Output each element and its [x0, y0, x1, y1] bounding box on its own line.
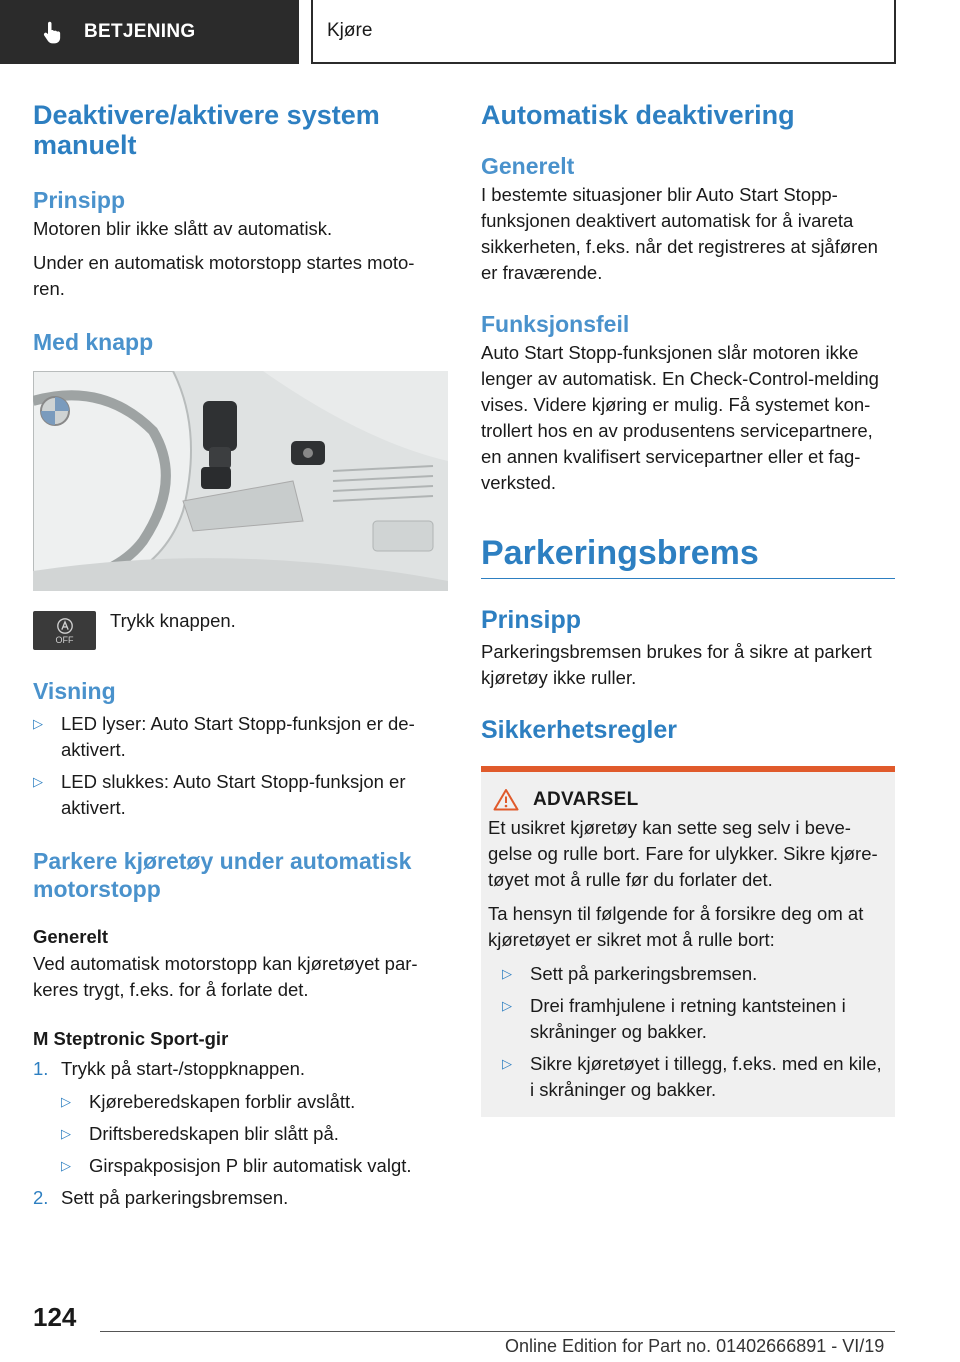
step1-sublist [61, 1089, 448, 1179]
auto-a-icon [56, 617, 74, 635]
list-item: ▷ Sikre kjøretøyet i tillegg, f.eks. med en kile, i skråninger og bakker. [502, 1051, 888, 1103]
bullet-triangle-icon: ▷ [61, 1094, 71, 1109]
heading-visning: Visning [33, 678, 116, 704]
heading-med-knapp: Med knapp [33, 329, 154, 355]
section-label: BETJENING [84, 21, 196, 42]
step-item: 1. Trykk på start-/stoppknappen. [33, 1056, 448, 1082]
warning-label: ADVARSEL [533, 788, 639, 810]
list-item: ▷ Girspakposisjon P blir automatisk valgt. [61, 1153, 448, 1179]
step-item: 2. Sett på parkeringsbremsen. [33, 1185, 448, 1211]
warning-box [481, 766, 895, 1117]
prinsipp-text-1: Motoren blir ikke slått av automatisk. [33, 218, 333, 239]
warning-text-2: Ta hensyn til følgende for å forsikre deg om at kjøretøyet er sikret mot å rulle bort: [488, 903, 864, 950]
off-label: OFF [55, 634, 74, 645]
warning-triangle-icon [493, 788, 519, 811]
chapter-box [311, 0, 896, 64]
left-column [33, 100, 448, 1211]
step-number: 2. [33, 1187, 49, 1208]
funksjonsfeil-text: Auto Start Stopp-funksjonen slår motoren ikke lenger av automatisk. En Check-Control-melding vises. Videre kjøring er mulig. Få systemet kon-trollert hos en av produsentens servicepartnere, en annen kvalifisert servicepartner eller et fag-verksted. [481, 342, 879, 493]
button-caption-row [33, 611, 448, 650]
right-column [481, 100, 895, 1117]
bullet-triangle-icon: ▷ [33, 774, 43, 789]
heading-prinsipp: Prinsipp [33, 187, 126, 213]
section-title-parkeringsbrems: Parkeringsbrems [481, 534, 759, 572]
steptronic-steps [33, 1056, 448, 1211]
bullet-triangle-icon: ▷ [502, 998, 512, 1013]
button-caption: Trykk knappen. [110, 610, 236, 631]
heading-parkere: Parkere kjøretøy under automatisk motorstopp [33, 848, 412, 902]
warning-text-1: Et usikret kjøretøy kan sette seg selv i beve-gelse og rulle bort. Fare for ulykker. Sikre kjøre-tøyet mot å rulle før du forlater det. [488, 817, 878, 890]
bullet-triangle-icon: ▷ [61, 1126, 71, 1141]
section-rule [481, 578, 895, 579]
prinsipp-right-text: Parkeringsbremsen brukes for å sikre at parkert kjøretøy ikke ruller. [481, 641, 872, 688]
list-item: ▷ LED lyser: Auto Start Stopp-funksjon er de-aktivert. [33, 711, 435, 763]
bullet-triangle-icon: ▷ [33, 716, 43, 731]
list-item: ▷ Driftsberedskapen blir slått på. [61, 1121, 448, 1147]
page-number: 124 [33, 1302, 77, 1332]
title-deaktivere: Deaktivere/aktivere system manuelt [33, 100, 380, 160]
list-item: ▷ Drei framhjulene i retning kantsteinen i skråninger og bakker. [502, 993, 888, 1045]
generelt-right-text: I bestemte situasjoner blir Auto Start Stopp-funksjonen deaktivert automatisk for å ivareta sikkerheten, f.eks. når det registreres at sjåføren er fraværende. [481, 184, 878, 283]
heading-steptronic: M Steptronic Sport-gir [33, 1028, 229, 1049]
visning-list [33, 711, 448, 821]
chapter-label: Kjøre [327, 20, 373, 41]
generelt-left-text: Ved automatisk motorstopp kan kjøretøyet par-keres trygt, f.eks. for å forlate det. [33, 953, 418, 1000]
title-automatisk-deaktivering: Automatisk deaktivering [481, 100, 795, 130]
heading-generelt-right: Generelt [481, 153, 575, 179]
bullet-triangle-icon: ▷ [61, 1158, 71, 1173]
list-item: ▷ LED slukkes: Auto Start Stopp-funksjon er aktivert. [33, 769, 435, 821]
list-item: ▷ Sett på parkeringsbremsen. [502, 961, 888, 987]
section-tab [0, 0, 299, 64]
warning-header [493, 788, 888, 811]
footer-rule [100, 1331, 895, 1332]
warning-list [502, 961, 888, 1103]
dashboard-illustration [33, 371, 448, 591]
hand-pointer-icon [40, 19, 66, 45]
dashboard-photo [33, 371, 448, 591]
list-item: ▷ Kjøreberedskapen forblir avslått. [61, 1089, 448, 1115]
heading-generelt-left: Generelt [33, 926, 109, 947]
step-number: 1. [33, 1058, 49, 1079]
auto-start-stop-button-icon [33, 611, 96, 650]
heading-prinsipp-right: Prinsipp [481, 606, 582, 634]
heading-sikkerhetsregler: Sikkerhetsregler [481, 716, 677, 744]
heading-funksjonsfeil: Funksjonsfeil [481, 311, 630, 337]
prinsipp-text-2: Under en automatisk motorstopp startes moto-ren. [33, 252, 415, 299]
edition-text: Online Edition for Part no. 01402666891 - VI/19 [505, 1336, 885, 1356]
bullet-triangle-icon: ▷ [502, 966, 512, 981]
bullet-triangle-icon: ▷ [502, 1056, 512, 1071]
